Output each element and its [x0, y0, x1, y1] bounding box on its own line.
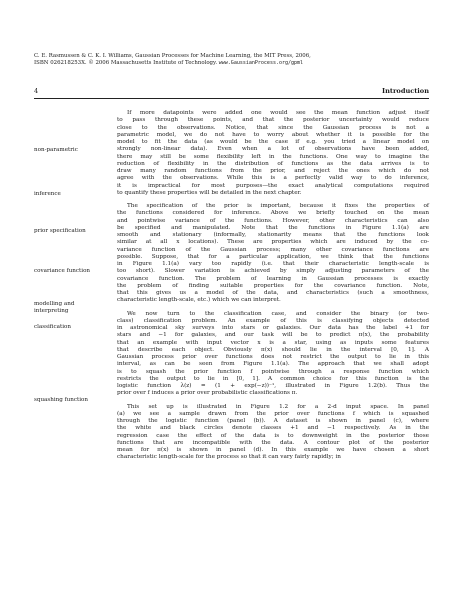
- margin-note-covariance-function: covariance function: [34, 268, 91, 274]
- text-line: model to fit the data (as would be the case if e.g. you tried a linear model on: [117, 139, 429, 145]
- paragraph: [117, 110, 429, 197]
- text-line: class) classification problem. An example of this is classifying objects detected: [117, 317, 429, 324]
- text-line: stars and −1 for galaxies, and our task will be to predict π(x), the probability: [117, 332, 429, 339]
- text-line: that describe each object. Obviously π(x) should lie in the interval [0, 1]. A: [117, 346, 429, 353]
- text-line: is to squash the prior function f pointwise through a response function which: [117, 368, 429, 375]
- page-number: 4: [34, 87, 39, 95]
- text-line: If more datapoints were added one would see the mean function adjust itself: [127, 110, 429, 116]
- text-line: the white and black circles denote classes +1 and −1 respectively. As in the: [117, 425, 429, 432]
- text-line: that an example with input vector x is a star, using as inputs some features: [117, 339, 429, 346]
- text-line: to quantify these properties will be detailed in the next chapter.: [117, 189, 302, 196]
- text-line: parametric model, we do not have to worry about whether it is possible for the: [117, 131, 429, 138]
- margin-note-classification: classification: [34, 324, 71, 330]
- text-line: that this gives us a model of the data, and characteristics (such a smoothness,: [117, 290, 429, 296]
- book-url: www.GaussianProcess.org/gpml: [218, 60, 304, 67]
- margin-note-inference: inference: [34, 191, 61, 197]
- text-line: characteristic length-scale, etc.) which we can interpret.: [117, 297, 281, 304]
- text-line: draw many random functions from the prior, and reject the ones which do not: [117, 168, 429, 174]
- text-line: to pass through these points, and that the posterior uncertainty would reduce: [117, 117, 429, 124]
- text-line: covariance function. The problem of learning in Gaussian processes is exactly: [117, 275, 429, 282]
- text-line: close to the observations. Notice, that since the Gaussian process is not a: [117, 124, 429, 131]
- text-line: variance function of the Gaussian process; many other covariance functions are: [117, 246, 429, 253]
- text-line: functions that are incompatible with the data. A contour plot of the posterior: [117, 439, 429, 446]
- margin-note-modelling-and-interpreting: modelling and interpreting: [34, 301, 75, 315]
- text-line: smooth and stationary (informally, stationarity means that the functions look: [117, 232, 429, 238]
- text-line: Gaussian process prior over functions does not restrict the output to lie in this: [117, 354, 429, 360]
- text-line: logistic function λ(z) = (1 + exp(−z))⁻¹, illustrated in Figure 1.2(b). Thus the: [117, 383, 429, 389]
- text-line: possible. Suppose, that for a particular application, we think that the functions: [117, 253, 429, 260]
- text-line: prior over f induces a prior over probabilistic classifications π.: [117, 390, 298, 397]
- text-line: there may still be some flexibility left in the functions. One way to imagine the: [117, 153, 429, 160]
- text-line: agree with the observations. While this is a perfectly valid way to do inference,: [117, 175, 429, 182]
- text-line: and pointwise variance of the functions. However, other characteristics can also: [117, 217, 429, 224]
- text-line: interval, as can be seen from Figure 1.1(a). The approach that we shall adopt: [117, 361, 429, 368]
- margin-note-non-parametric: non-parametric: [34, 147, 78, 153]
- text-line: characteristic length-scale for the process so that it can vary fairly rapidly; in: [117, 454, 341, 461]
- paragraph: [117, 311, 429, 398]
- paragraph: [117, 404, 429, 462]
- copyright-isbn: ISBN 026218253X. © 2006 Massachusetts Institute of Technology.: [34, 60, 219, 67]
- text-line: reduction of flexibility in the distribution of functions as the data arrives is to: [117, 160, 429, 167]
- main-text: [117, 110, 429, 462]
- text-line: regression case the effect of the data is to downweight in the posterior those: [117, 432, 429, 439]
- margin-note-squashing-function: squashing function: [34, 397, 89, 403]
- text-line: it is impractical for most purposes—the exact analytical computations required: [117, 182, 429, 189]
- text-line: too short). Slower variation is achieved by simply adjusting parameters of the: [117, 268, 429, 275]
- text-line: the problem of finding suitable properties for the covariance function. Note,: [117, 282, 429, 289]
- margin-note-prior-specification: prior specification: [34, 228, 86, 234]
- text-line: (a) we see a sample drawn from the prior over functions f which is squashed: [117, 410, 429, 417]
- text-line: strongly non-linear data). Even when a lot of observations have been added,: [117, 146, 429, 153]
- text-line: the functions considered for inference. Above we briefly touched on the mean: [117, 210, 429, 217]
- text-line: We now turn to the classification case, and consider the binary (or two-: [127, 310, 429, 317]
- text-line: through the logistic function (panel (b)). A dataset is shown in panel (c), where: [117, 418, 429, 424]
- header-rule: [34, 98, 429, 99]
- text-line: mean for π(x) is shown in panel (d). In this example we have chosen a short: [117, 447, 429, 453]
- text-line: in astronomical sky surveys into stars or galaxies. Our data has the label +1 for: [117, 325, 429, 331]
- text-line: be specified and manipulated. Note that the functions in Figure 1.1(a) are: [117, 224, 429, 231]
- text-line: The specification of the prior is important, because it fixes the properties of: [127, 203, 429, 209]
- copyright-line-1: C. E. Rasmussen & C. K. I. Williams, Gaussian Processes for Machine Learning, the MIT Press, 2006,: [34, 53, 311, 59]
- text-line: similar at all x locations). These are properties which are induced by the co-: [117, 239, 429, 246]
- text-line: restricts the output to lie in [0, 1]. A common choice for this function is the: [117, 375, 429, 382]
- section-title: Introduction: [382, 87, 429, 95]
- text-line: in Figure 1.1(a) vary too rapidly (i.e. that their characteristic length-scale is: [117, 261, 429, 267]
- paragraph: [117, 203, 429, 305]
- copyright-line-2: [34, 60, 434, 67]
- text-line: This set up is illustrated in Figure 1.2 for a 2-d input space. In panel: [127, 403, 429, 410]
- copyright-notice: [34, 53, 434, 68]
